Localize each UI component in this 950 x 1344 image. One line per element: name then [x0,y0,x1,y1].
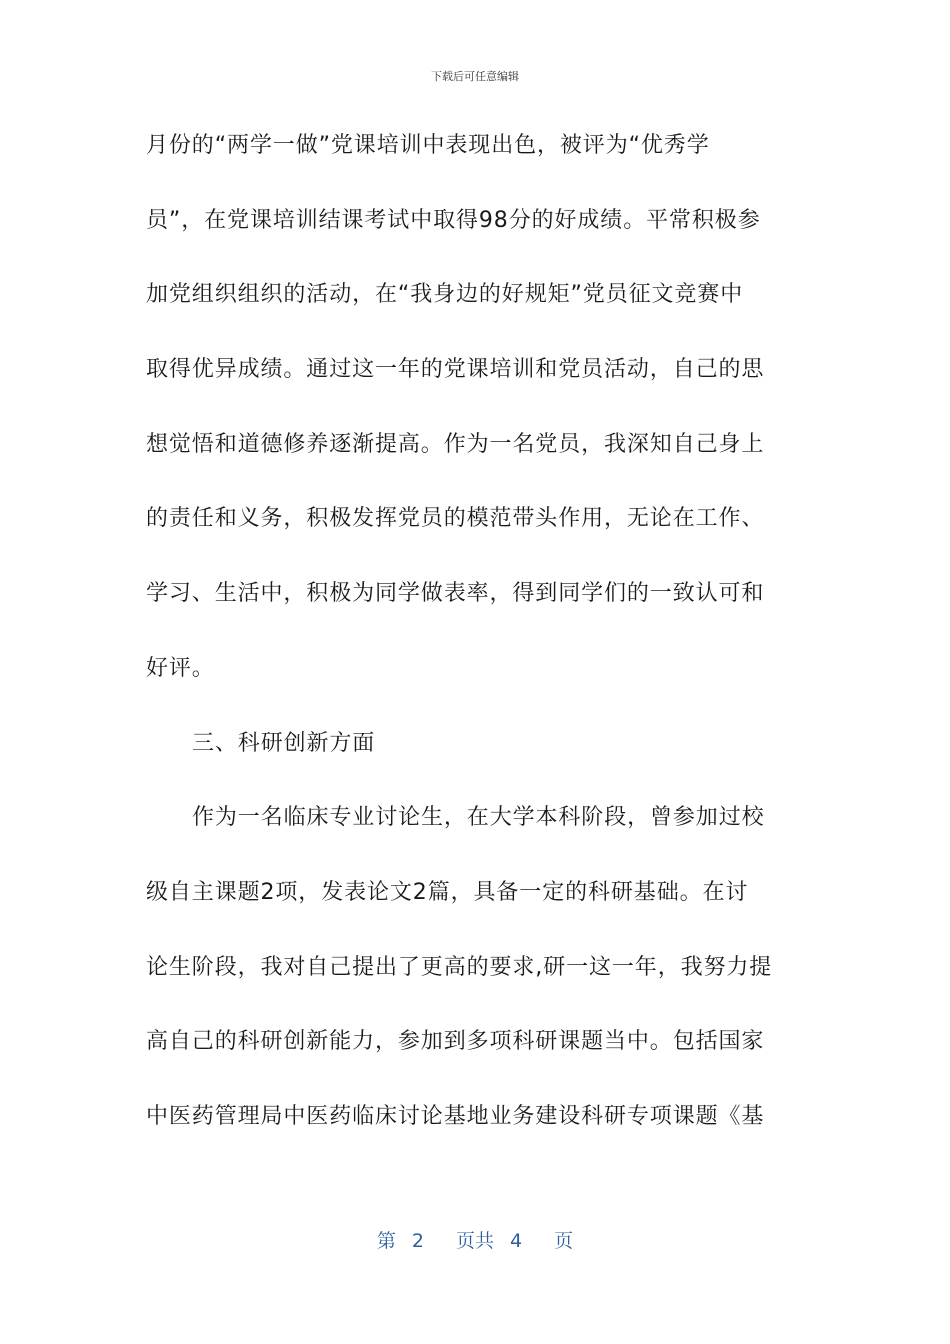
footer-total-pages: 4 [510,1230,523,1252]
footer-middle: 页共 [455,1230,494,1252]
footer-prefix: 第 [376,1230,396,1252]
footer-suffix: 页 [554,1230,574,1252]
document-body [146,126,806,1172]
body-line: 月份的“两学一做”党课培训中表现出色，被评为“优秀学 [146,133,710,158]
body-line: 想觉悟和道德修养逐渐提高。作为一名党员，我深知自己身上 [146,431,765,457]
body-line: 的责任和义务，积极发挥党员的模范带头作用，无论在工作、 [146,506,765,532]
body-line: 中医药管理局中医药临床讨论基地业务建设科研专项课题《基 [146,1103,765,1129]
body-line: 学习、生活中，积极为同学做表率，得到同学们的一致认可和 [146,581,765,607]
page-footer [0,1226,950,1253]
footer-current-page: 2 [411,1230,424,1252]
body-line: 员”，在党课培训结课考试中取得98分的好成绩。平常积极参 [146,207,761,233]
body-line: 好评。 [146,655,215,681]
section-heading: 三、科研创新方面 [192,730,376,756]
body-line: 高自己的科研创新能力，参加到多项科研课题当中。包括国家 [146,1029,765,1055]
page-header-note: 下载后可任意编辑 [431,70,519,83]
body-line: 论生阶段，我对自己提出了更高的要求,研一这一年，我努力提 [146,954,773,980]
body-line: 取得优异成绩。通过这一年的党课培训和党员活动，自己的思 [146,357,765,383]
body-line: 作为一名临床专业讨论生，在大学本科阶段，曾参加过校 [192,805,765,831]
body-line: 加党组织组织的活动，在“我身边的好规矩”党员征文竞赛中 [146,282,744,308]
body-line: 级自主课题2项，发表论文2篇，具备一定的科研基础。在讨 [146,879,749,905]
